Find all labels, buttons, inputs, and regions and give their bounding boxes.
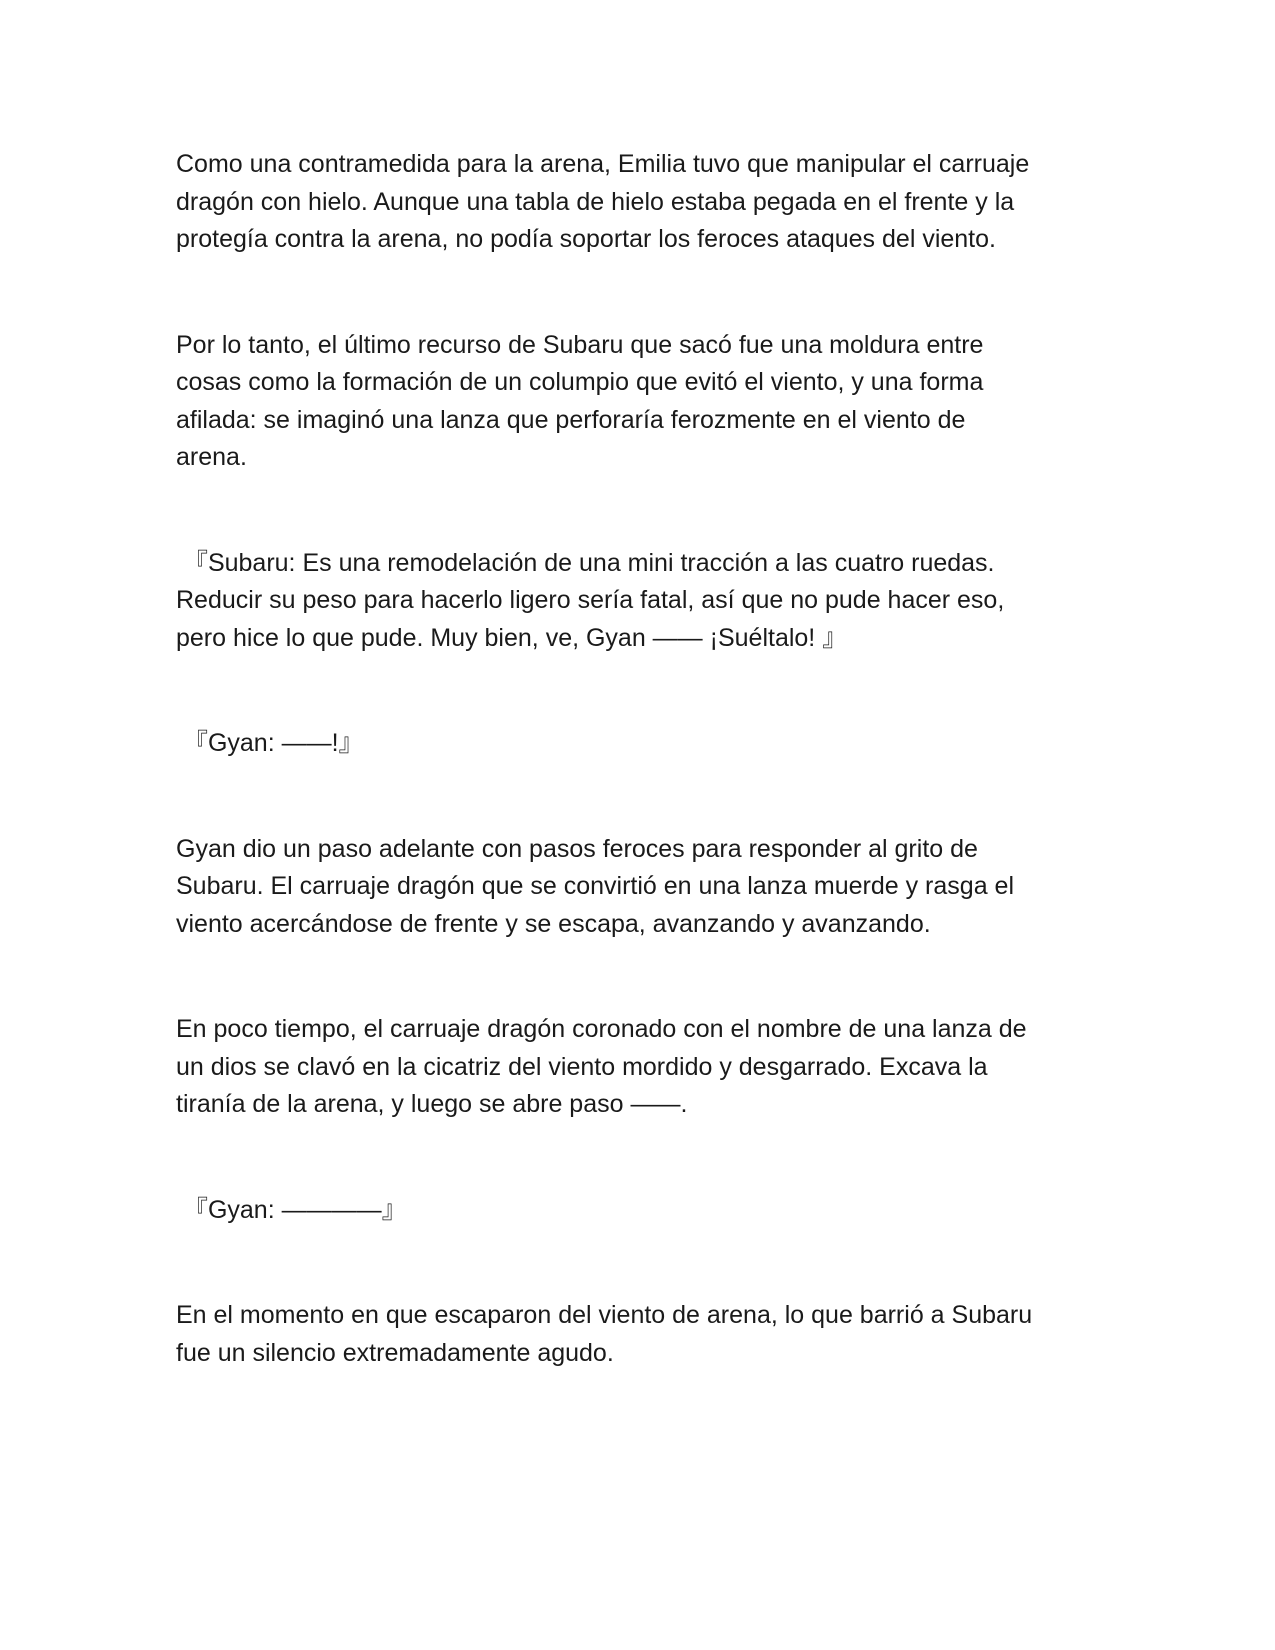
paragraph-8 [176,1297,1096,1372]
text-line: afilada: se imaginó una lanza que perforaría ferozmente en el viento de [176,405,966,434]
text-line: un dios se clavó en la cicatriz del viento mordido y desgarrado. Excava la [176,1052,988,1081]
paragraph-2 [176,327,1096,477]
text-line: viento acercándose de frente y se escapa, avanzando y avanzando. [176,909,931,938]
paragraph-6 [176,1011,1096,1124]
text-line: Por lo tanto, el último recurso de Subaru que sacó fue una moldura entre [176,330,984,359]
paragraph-spacer [176,943,1096,1011]
paragraph-4-dialogue-gyan [176,725,1096,763]
text-line: Subaru. El carruaje dragón que se convirtió en una lanza muerde y rasga el [176,872,1015,900]
text-line: cosas como la formación de un columpio que evitó el viento, y una forma [176,368,984,396]
text-line: arena. [176,443,247,471]
paragraph-1 [176,146,1096,259]
paragraph-7-dialogue-gyan [176,1192,1096,1230]
document-body [176,146,1096,1372]
text-line: 『Gyan: ————』 [176,1195,407,1224]
text-line: En poco tiempo, el carruaje dragón coronado con el nombre de una lanza de [176,1015,1027,1043]
text-line: fue un silencio extremadamente agudo. [176,1338,614,1367]
paragraph-spacer [176,1124,1096,1192]
text-line: Gyan dio un paso adelante con pasos feroces para responder al grito de [176,834,978,863]
text-line: tiranía de la arena, y luego se abre paso ——. [176,1090,688,1118]
text-line: 『Gyan: ——!』 [176,729,364,757]
text-line: pero hice lo que pude. Muy bien, ve, Gyan —— ¡Suéltalo! 』 [176,623,848,652]
paragraph-3-dialogue-subaru [176,545,1096,658]
paragraph-spacer [176,259,1096,327]
text-line: En el momento en que escaparon del viento de arena, lo que barrió a Subaru [176,1301,1033,1329]
paragraph-spacer [176,477,1096,545]
paragraph-spacer [176,657,1096,725]
text-line: dragón con hielo. Aunque una tabla de hielo estaba pegada en el frente y la [176,187,1015,216]
paragraph-spacer [176,763,1096,831]
paragraph-5 [176,831,1096,944]
text-line: Como una contramedida para la arena, Emilia tuvo que manipular el carruaje [176,150,1030,178]
paragraph-spacer [176,1229,1096,1297]
text-line: protegía contra la arena, no podía soportar los feroces ataques del viento. [176,225,996,253]
text-line: 『Subaru: Es una remodelación de una mini tracción a las cuatro ruedas. [176,548,995,577]
text-line: Reducir su peso para hacerlo ligero sería fatal, así que no pude hacer eso, [176,586,1005,614]
